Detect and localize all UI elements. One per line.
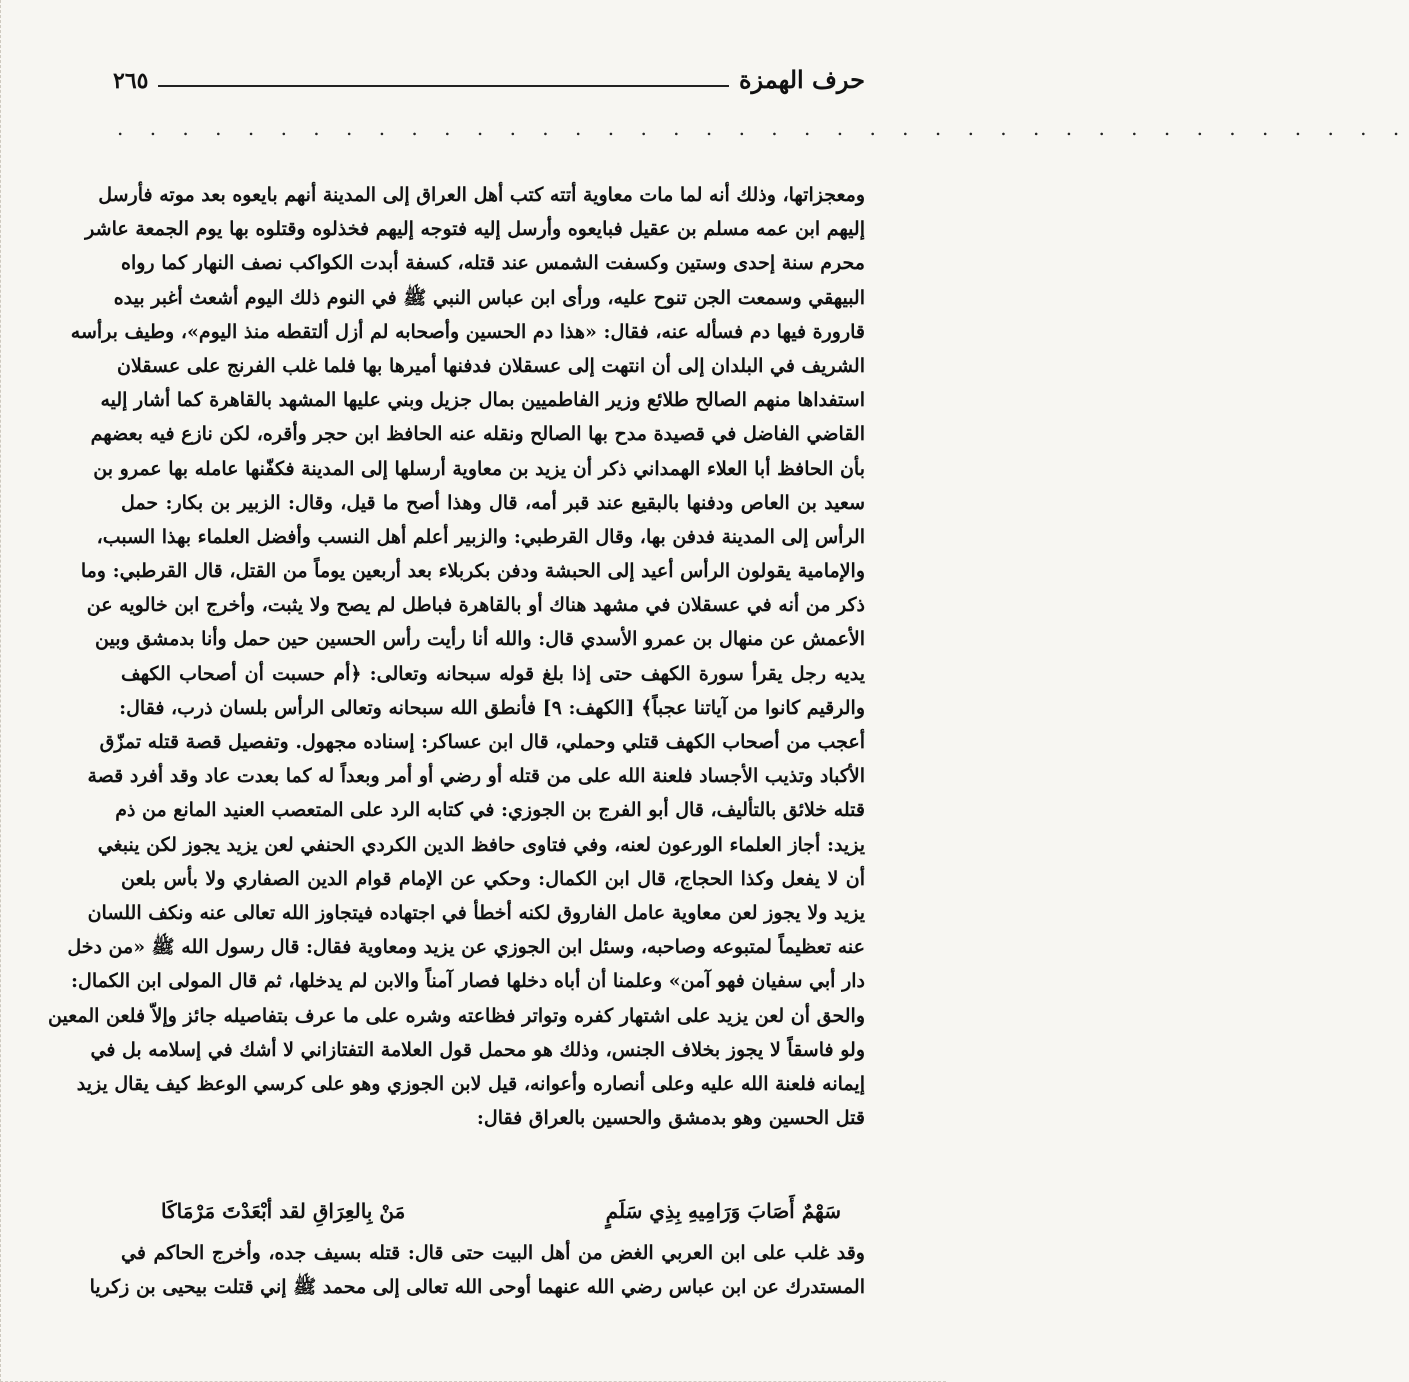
text-line: والإمامية يقولون الرأس أعيد إلى الحبشة ودفن بكربلاء بعد أربعين يوماً من القتل، قال القرطبي: وما xyxy=(80,560,865,583)
text-line: أعجب من أصحاب الكهف قتلي وحملي، قال ابن عساكر: إسناده مجهول. وتفصيل قصة قتله تمزّق xyxy=(99,731,865,753)
text-line: قتله خلائق بالتأليف، قال أبو الفرج بن الجوزي: في كتابه الرد على المتعصب العنيد المانع من ذم xyxy=(115,799,865,822)
text-line: سعيد بن العاص ودفنها بالبقيع عند قبر أمه، قال وهذا أصح ما قيل، وقال: الزبير بن بكار: حمل xyxy=(121,491,865,514)
text-line: ولو فاسقاً لا يجوز بخلاف الجنس، وذلك هو محمل قول العلامة التفتازاني لا أشك في إسلامه بل في xyxy=(90,1038,865,1061)
main-text-continued xyxy=(89,1236,865,1304)
main-text xyxy=(48,178,865,1135)
text-line: يديه رجل يقرأ سورة الكهف حتى إذا بلغ قوله سبحانه وتعالى: ﴿أم حسبت أن أصحاب الكهف xyxy=(121,662,865,685)
text-line: عنه تعظيماً لمتبوعه وصاحبه، وسئل ابن الجوزي عن يزيد ومعاوية فقال: قال رسول الله ﷺ «من دخل xyxy=(67,936,865,959)
page-header xyxy=(113,56,865,92)
text-line: والرقيم كانوا من آياتنا عجباً﴾ [الكهف: ٩] فأنطق الله سبحانه وتعالى الرأس بلسان ذرب، فقال: xyxy=(119,696,865,719)
text-line: الرأس إلى المدينة فدفن بها، وقال القرطبي: والزبير أعلم أهل النسب وأفضل العلماء بهذا السبب، xyxy=(96,525,865,548)
text-line: دار أبي سفيان فهو آمن» وعلمنا أن أباه دخلها فصار آمناً والابن لم يدخلها، ثم قال المولى ابن الكمال: xyxy=(71,970,865,993)
text-line: استفداها منهم الصالح طلائع وزير الفاطميين بمال جزيل وبني عليها المشهد بالقاهرة كما أشار إليه xyxy=(100,389,865,412)
header-rule xyxy=(158,85,729,87)
text-line: بأن الحافظ أبا العلاء الهمداني ذكر أن يزيد بن معاوية أرسلها إلى المدينة فكفّنها عامله بها عمرو بن xyxy=(93,457,865,480)
text-line: المستدرك عن ابن عباس رضي الله عنهما أوحى الله تعالى إلى محمد ﷺ إني قتلت بيحيى بن زكريا xyxy=(89,1276,865,1299)
text-line: يزيد ولا يجوز لعن معاوية عامل الفاروق لكنه أخطأ في اجتهاده فيتجاوز الله تعالى عنه ونكف اللسان xyxy=(87,901,865,924)
text-line: الأكباد وتذيب الأجساد فلعنة الله على من قتله أو رضي أو أمر وبعداً له كما بعدت عاد وقد أفرد قصة xyxy=(87,765,865,788)
text-line: يزيد: أجاز العلماء الورعون لعنه، وفي فتاوى حافظ الدين الكردي الحنفي لعن يزيد يجوز لكن ينبغي xyxy=(97,833,865,856)
text-line: القاضي الفاضل في قصيدة مدح بها الصالح ونقله عنه الحافظ ابن حجر وأقره، لكن نازع فيه بعضهم xyxy=(90,423,865,446)
verse-first-hemistich: سَهْمٌ أَصَابَ وَرَامِيهِ بِذِي سَلَمٍ xyxy=(605,1199,841,1223)
verse-second-hemistich: مَنْ بِالعِرَاقِ لقد أبْعَدْتَ مَرْمَاكَا xyxy=(161,1199,406,1223)
poetry-verse xyxy=(161,1195,841,1227)
page-number: ٢٦٥ xyxy=(113,68,149,94)
text-line: البيهقي وسمعت الجن تنوح عليه، ورأى ابن عباس النبي ﷺ في النوم ذلك اليوم أشعث أغبر بيده xyxy=(113,286,865,309)
text-line: ذكر من أنه في عسقلان في مشهد هناك أو بالقاهرة فباطل لم يصح ولا يثبت، وأخرج ابن خالويه عن xyxy=(86,594,865,617)
dotted-separator: . . . . . . . . . . . . . . . . . . . . . . . . . . . . . . . . . . . . . . . . xyxy=(117,116,1409,140)
text-line: محرم سنة إحدى وستين وكسفت الشمس عند قتله، كسفة أبدت الكواكب نصف النهار كما رواه xyxy=(121,252,865,275)
text-line: الشريف في البلدان إلى أن انتهت إلى عسقلان فدفنها أميرها بها فلما غلب الفرنج على عسقلان xyxy=(117,354,865,377)
text-line: إليهم ابن عمه مسلم بن عقيل فبايعوه وأرسل إليه فتوجه إليهم فخذلوه وقتلوه بها يوم الجمعة عاشر xyxy=(85,218,865,241)
text-line: قارورة فيها دم فسأله عنه، فقال: «هذا دم الحسين وأصحابه لم أزل ألتقطه منذ اليوم»، وطيف برأسه xyxy=(70,320,865,343)
text-line: وقد غلب على ابن العربي الغض من أهل البيت حتى قال: قتله بسيف جده، وأخرج الحاكم في xyxy=(121,1242,865,1264)
text-line: والحق أن لعن يزيد على اشتهار كفره وتواتر فظاعته وشره على ما عرف بتفاصيله جائز وإلاّ فلعن المعين xyxy=(48,1004,865,1027)
text-line: الأعمش عن منهال بن عمرو الأسدي قال: والله أنا رأيت رأس الحسين حين حمل وأنا بدمشق وبين xyxy=(95,628,865,651)
chapter-title: حرف الهمزة xyxy=(738,65,865,94)
text-line: أن لا يفعل وكذا الحجاج، قال ابن الكمال: وحكي عن الإمام قوام الدين الصفاري ولا بأس بلعن xyxy=(121,867,865,890)
text-line: ومعجزاتها، وذلك أنه لما مات معاوية أتته كتب أهل العراق إلى المدينة أنهم بايعوه بعد موته فأرسل xyxy=(98,184,865,206)
text-line: إيمانه فلعنة الله عليه وعلى أنصاره وأعوانه، قيل لابن الجوزي وهو على كرسي الوعظ كيف يقال يزيد xyxy=(76,1072,865,1095)
text-line: قتل الحسين وهو بدمشق والحسين بالعراق فقال: xyxy=(476,1107,865,1130)
